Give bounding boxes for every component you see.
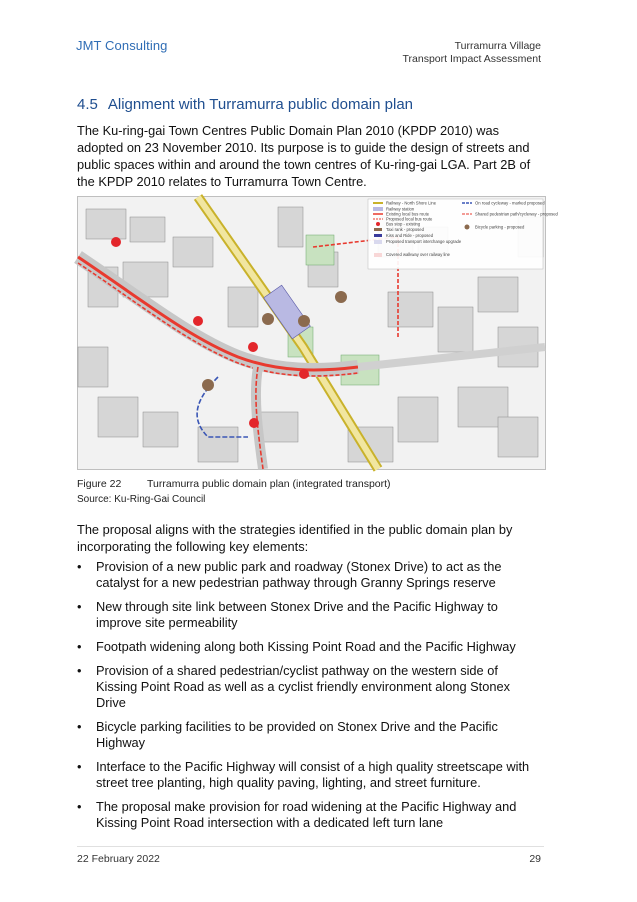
- project-name: Turramurra Village: [454, 40, 541, 52]
- company-logo: JMT Consulting: [76, 38, 168, 53]
- public-domain-plan-map: [77, 196, 558, 470]
- bullet-marker: •: [77, 559, 82, 574]
- section-title: Alignment with Turramurra public domain plan: [107, 96, 414, 113]
- section-number: 4.5: [77, 96, 98, 113]
- page-number: 29: [529, 853, 541, 865]
- legend-item-label: Covered walkway over railway line: [386, 252, 451, 257]
- list-item-text: New through site link between Stonex Drive and the Pacific Highway to improve site permeability: [96, 599, 498, 630]
- list-item: [77, 559, 537, 591]
- intro-paragraph: The Ku-ring-gai Town Centres Public Domain Plan 2010 (KPDP 2010) was adopted on 23 November 2010. Its purpose is to guide the design of streets and public spaces within and around the town centres of Ku-ring-gai LGA. Part 2B of the KPDP 2010 relates to Turramurra Town Centre.: [77, 123, 531, 189]
- legend-item-label: Shared pedestrian path/cycleway - proposed: [475, 211, 558, 217]
- bullet-marker: •: [77, 799, 82, 814]
- bullet-marker: •: [77, 639, 82, 654]
- bullet-marker: •: [77, 759, 82, 774]
- bullet-marker: •: [77, 663, 82, 678]
- list-item: [77, 639, 537, 655]
- figure-title: Turramurra public domain plan (integrated transport): [147, 478, 391, 490]
- map-drawing: [78, 197, 558, 469]
- legend-item-label: Kiss and Ride - proposed: [386, 233, 434, 238]
- list-item: [77, 599, 537, 631]
- alignment-paragraph: The proposal aligns with the strategies identified in the public domain plan by incorporating the following key elements:: [77, 522, 513, 554]
- map-legend: [368, 199, 559, 269]
- figure-source: Source: Ku-Ring-Gai Council: [77, 494, 206, 505]
- legend-item-label: Taxi rank - proposed: [386, 227, 424, 232]
- legend-item-label: Bicycle parking - proposed: [475, 224, 525, 230]
- header-info: [403, 40, 542, 66]
- legend-item-label: Existing local bus route: [386, 211, 430, 217]
- bullet-marker: •: [77, 599, 82, 614]
- list-item: [77, 759, 537, 791]
- legend-item-label: Proposed local bus route: [386, 216, 433, 222]
- list-item: [77, 663, 537, 711]
- list-item-text: Provision of a new public park and roadway (Stonex Drive) to act as the catalyst for a new pedestrian pathway through Granny Springs reserve: [96, 559, 502, 590]
- legend-item-label: On road cycleway - marked proposed: [475, 200, 545, 206]
- key-elements-list: [77, 559, 537, 831]
- figure-caption: [77, 478, 391, 490]
- list-item-text: Footpath widening along both Kissing Point Road and the Pacific Highway: [96, 639, 516, 654]
- footer-date: 22 February 2022: [77, 853, 160, 865]
- section-heading: [77, 96, 413, 113]
- list-item: [77, 799, 537, 831]
- footer-divider: [77, 846, 544, 847]
- report-name: Transport Impact Assessment: [402, 53, 541, 65]
- list-item-text: Provision of a shared pedestrian/cyclist pathway on the western side of Kissing Point Road as well as a cyclist friendly environment along Stonex Drive: [96, 663, 510, 710]
- list-item: [77, 719, 537, 751]
- bullet-marker: •: [77, 719, 82, 734]
- legend-item-label: Bus stop - existing: [386, 221, 421, 227]
- list-item-text: Interface to the Pacific Highway will consist of a high quality streetscape with street tree planting, high quality paving, lighting, and street furniture.: [96, 759, 530, 790]
- list-item-text: The proposal make provision for road widening at the Pacific Highway and Kissing Point Road intersection with a dedicated left turn lane: [96, 799, 517, 830]
- legend-item-label: Railway station: [386, 206, 415, 212]
- list-item-text: Bicycle parking facilities to be provided on Stonex Drive and the Pacific Highway: [96, 719, 498, 750]
- figure-label: Figure 22: [77, 478, 122, 490]
- legend-item-label: Railway - North Shore Line: [386, 200, 437, 206]
- legend-item-label: Proposed transport interchange upgrade: [386, 239, 462, 244]
